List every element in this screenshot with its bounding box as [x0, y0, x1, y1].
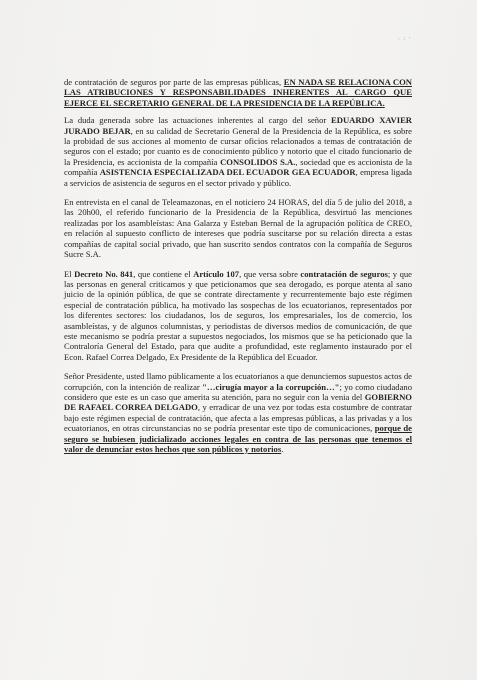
text-run: contratación de seguros [300, 268, 388, 279]
text-run: , que contiene el [133, 268, 194, 279]
text-run: Artículo 107 [193, 268, 240, 279]
paragraph-5 [64, 371, 412, 454]
text-run: GOBIERNO DE RAFAEL CORREA DELGADO [64, 391, 412, 413]
text-run: , que versa sobre [239, 268, 301, 279]
text-run: Señor Presidente, usted llamo públicamente a los ecuatorianos a que denunciemos supuestos actos de corrupción, con la intención de realizar [64, 371, 412, 392]
letter-body [64, 77, 412, 463]
text-run: . [281, 444, 284, 454]
text-run: ; y que las personas en general criticamos y que peticionamos que sea derogado, es porque atenta al sano juicio de la opinión pública, de que se contrate directamente y recurrentemente bajo este régimen especial de contratación pública, ha motivado las sospechas de los ecuatorianos, representados por los diferentes sectores: los ciudadanos, los de seguros, los empresariales, los de comercio, los asambleístas, y de algunos columnistas, y periodistas de diversos medios de comunicación, de que este mecanismo se podría prestar a supuestos negociados, los mismos que se ha peticionado que la Contraloría General del Estado, para que audite a profundidad, este reglamento instaurado por el Econ. Rafael Correa Delgado, Ex Presidente de la República del Ecuador. [64, 268, 412, 362]
text-run: En entrevista en el canal de Teleamazonas, en el noticiero 24 HORAS, del día 5 de julio del 2018, a las 20h00, el referido funcionario de la Presidencia de la República, desvirtuó las menciones realizadas por los asambleístas: Ana Galarza y Esteban Bernal de la agrupación política de CREO, en relación al supuesto conflicto de intereses que podría suscitarse por su relación directa a estas compañías de capital social privado, que han suscrito sendos contratos con la compañía de Seguros Sucre S.A. [64, 197, 412, 260]
text-run: , sociedad que es accionista de la compañía [64, 156, 412, 178]
text-run: porque de seguro se hubiesen judicializado acciones legales en contra de las personas que tenemos el valor de denunciar estos hechos que son públicos y notorios [64, 423, 412, 454]
text-run: Decreto No. 841 [74, 268, 134, 279]
page-corner-mark: · : · [397, 35, 413, 43]
paragraph-2 [64, 115, 412, 188]
text-run: EN NADA SE RELACIONA CON LAS ATRIBUCIONES Y RESPONSABILIDADES INHERENTES AL CARGO QUE EJERCE EL SECRETARIO GENERAL DE LA PRESIDENCIA DE LA REPÚBLICA. [64, 77, 412, 108]
text-run: EDUARDO XAVIER JURADO BEJAR [64, 115, 413, 136]
text-run: El [64, 268, 75, 279]
text-run: de contratación de seguros por parte de las empresas públicas, [64, 77, 284, 87]
text-run: , empresa ligada a servicios de asistencia de seguros en el sector privado y público. [64, 167, 412, 188]
text-run: , en su calidad de Secretario General de la Presidencia de la República, es sobre la probidad de sus acciones al momento de cursar oficios relacionados a temas de contratación de seguros con el estado; por cuanto es de conocimiento público y notorio que el citado funcionario de la Presidencia, es accionista de la compañía [64, 125, 412, 167]
paragraph-1 [64, 77, 412, 108]
text-run: La duda generada sobre las actuaciones inherentes al cargo del señor [64, 115, 331, 126]
text-run: CONSOLIDOS S.A. [220, 156, 296, 167]
text-run: ASISTENCIA ESPECIALIZADA DEL ECUADOR GEA ECUADOR [99, 167, 356, 178]
paragraph-4 [64, 269, 412, 363]
text-run: "…cirugía mayor a la corrupción…" [202, 381, 340, 392]
text-run: , y erradicar de una vez por todas esta costumbre de contratar bajo este régimen especial de contratación, que afecta a las empresas públicas, a las privadas y a los ecuatorianos, en otras circunstancias no se podría presentar este tipo de comunicaciones, [64, 402, 413, 434]
paragraph-3 [64, 197, 412, 259]
text-run: ; yo como ciudadano considero que este es un caso que amerita su atención, para no seguir con la venia del [64, 381, 412, 402]
